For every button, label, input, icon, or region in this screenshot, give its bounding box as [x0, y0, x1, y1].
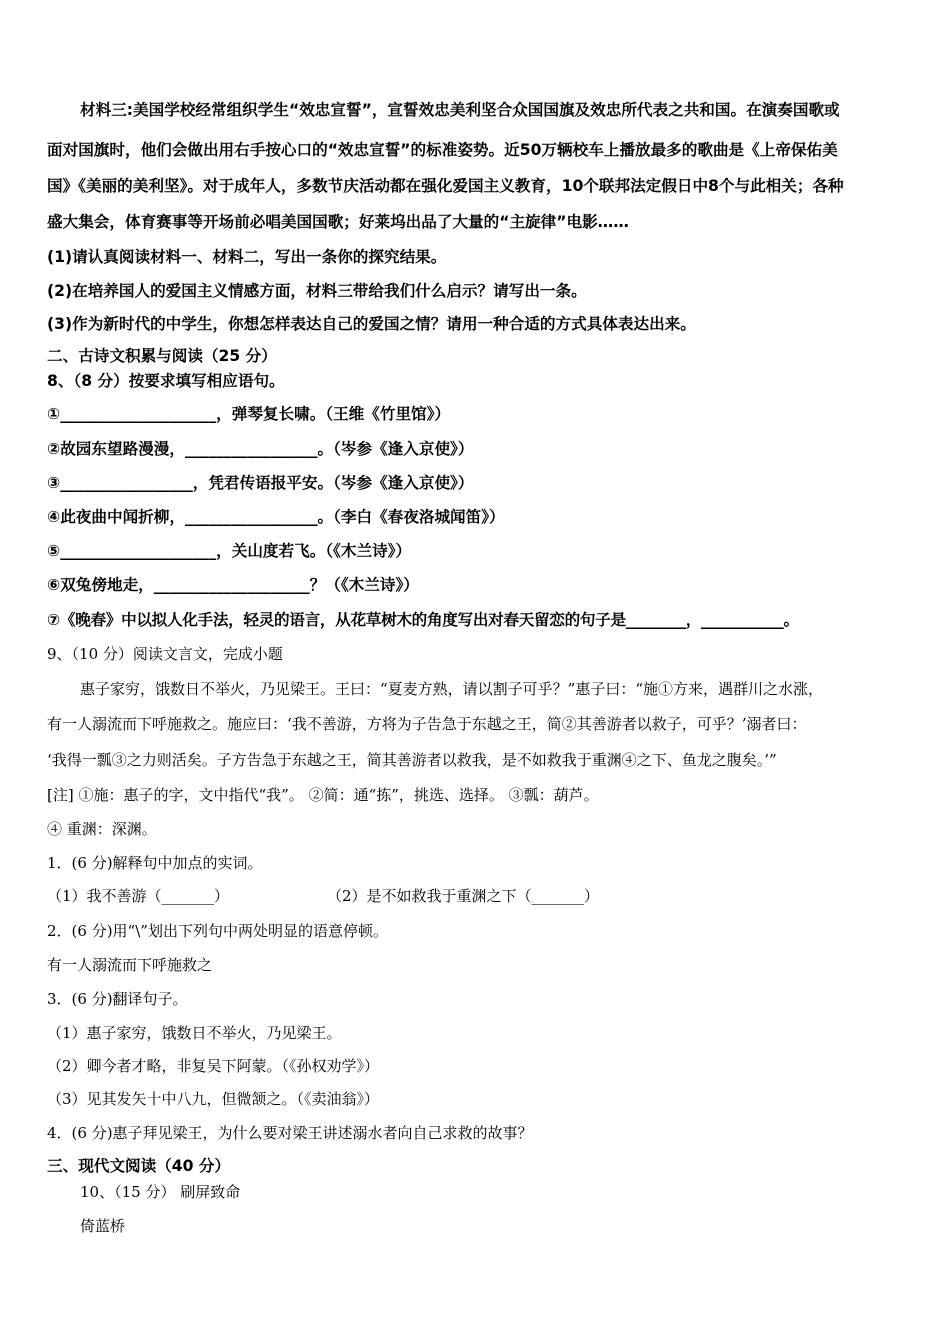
fill-blank-item: ④此夜曲中闻折柳，_________________。（李白《春夜洛城闻笛》）: [47, 508, 505, 526]
note-line: ④ 重渊：深渊。: [47, 820, 157, 838]
subquestion-item: （3）见其发矢十中八九，但微颔之。（《卖油翁》）: [47, 1090, 380, 1108]
passage-line: ‘我得一瓢③之力则活矣。子方告急于东越之王，简其善游者以救我，是不如救我于重渊④之下、鱼龙之腹矣。’”: [47, 751, 777, 769]
fill-blank-item: ③_________________，凭君传语报平安。（岑参《逢入京使》）: [47, 474, 474, 492]
fill-blank-item: ①____________________，弹琴复长啸。（王维《竹里馆》）: [47, 405, 451, 423]
subquestion-title: 1．(6 分)解释句中加点的实词。: [47, 854, 263, 872]
question-title: 8、（8 分）按要求填写相应语句。: [47, 372, 285, 390]
subquestion-item: （1）我不善游（_______）: [47, 887, 230, 905]
question-item: (3)作为新时代的中学生，你想怎样表达自己的爱国之情？请用一种合适的方式具体表达出来。: [47, 315, 696, 333]
question-title: 10、（15 分） 刷屏致命: [80, 1183, 241, 1201]
article-author: 倚蓝桥: [80, 1217, 126, 1235]
material3-line: 材料三:美国学校经常组织学生“效忠宣誓”，宣誓效忠美利坚合众国国旗及效忠所代表之共和国。在演奏国歌或: [80, 101, 840, 119]
fill-blank-item: ⑤____________________，关山度若飞。（《木兰诗》）: [47, 542, 412, 560]
fill-blank-item: ⑥双兔傍地走，____________________？（《木兰诗》）: [47, 576, 419, 594]
passage-line: 有一人溺流而下呼施救之。施应曰：‘我不善游，方将为子告急于东越之王，简②其善游者以救子，可乎？’溺者曰：: [47, 715, 807, 733]
subquestion-item: （2）是不如救我于重渊之下（_______）: [327, 887, 600, 905]
passage-line: 惠子家穷，饿数日不举火，乃见梁王。王曰：“夏麦方熟，请以割子可乎？”惠子曰：“施①方来，遇群川之水涨，: [80, 680, 824, 698]
section-title: 三、现代文阅读（40 分）: [47, 1157, 231, 1175]
subquestion-title: 2．(6 分)用“\”划出下列句中两处明显的语意停顿。: [47, 922, 388, 940]
note-line: [注] ①施：惠子的字，文中指代“我”。 ②简：通“拣”，挑选、选择。 ③瓢：葫芦。: [47, 786, 599, 804]
subquestion-item: （1）惠子家穷，饿数日不举火，乃见梁王。: [47, 1024, 342, 1042]
subquestion-item: （2）卿今者才略，非复吴下阿蒙。（《孙权劝学》）: [47, 1057, 380, 1075]
fill-blank-item: ②故园东望路漫漫，_________________。（岑参《逢入京使》）: [47, 440, 474, 458]
material3-line: 面对国旗时，他们会做出用右手按心口的“效忠宣誓”的标准姿势。近50万辆校车上播放最多的歌曲是《上帝保佑美: [47, 141, 838, 159]
fill-blank-item: ⑦《晚春》中以拟人化手法，轻灵的语言，从花草树木的角度写出对春天留恋的句子是________，___________。: [47, 611, 799, 629]
question-item: (2)在培养国人的爱国主义情感方面，材料三带给我们什么启示？请写出一条。: [47, 282, 587, 300]
question-title: 9、（10 分）阅读文言文，完成小题: [47, 645, 283, 663]
subquestion-title: 3．(6 分)翻译句子。: [47, 990, 188, 1008]
question-item: (1)请认真阅读材料一、材料二，写出一条你的探究结果。: [47, 248, 447, 266]
material3-line: 盛大集会，体育赛事等开场前必唱美国国歌；好莱坞出品了大量的“主旋律”电影……: [47, 213, 629, 231]
section-title: 二、古诗文积累与阅读（25 分）: [47, 347, 277, 365]
subquestion-title: 4．(6 分)惠子拜见梁王，为什么要对梁王讲述溺水者向自己求救的故事？: [47, 1124, 533, 1142]
material3-line: 国》《美丽的美利坚》。对于成年人，多数节庆活动都在强化爱国主义教育，10个联邦法定假日中8个与此相关；各种: [47, 177, 844, 195]
subquestion-text: 有一人溺流而下呼施救之: [47, 956, 213, 974]
